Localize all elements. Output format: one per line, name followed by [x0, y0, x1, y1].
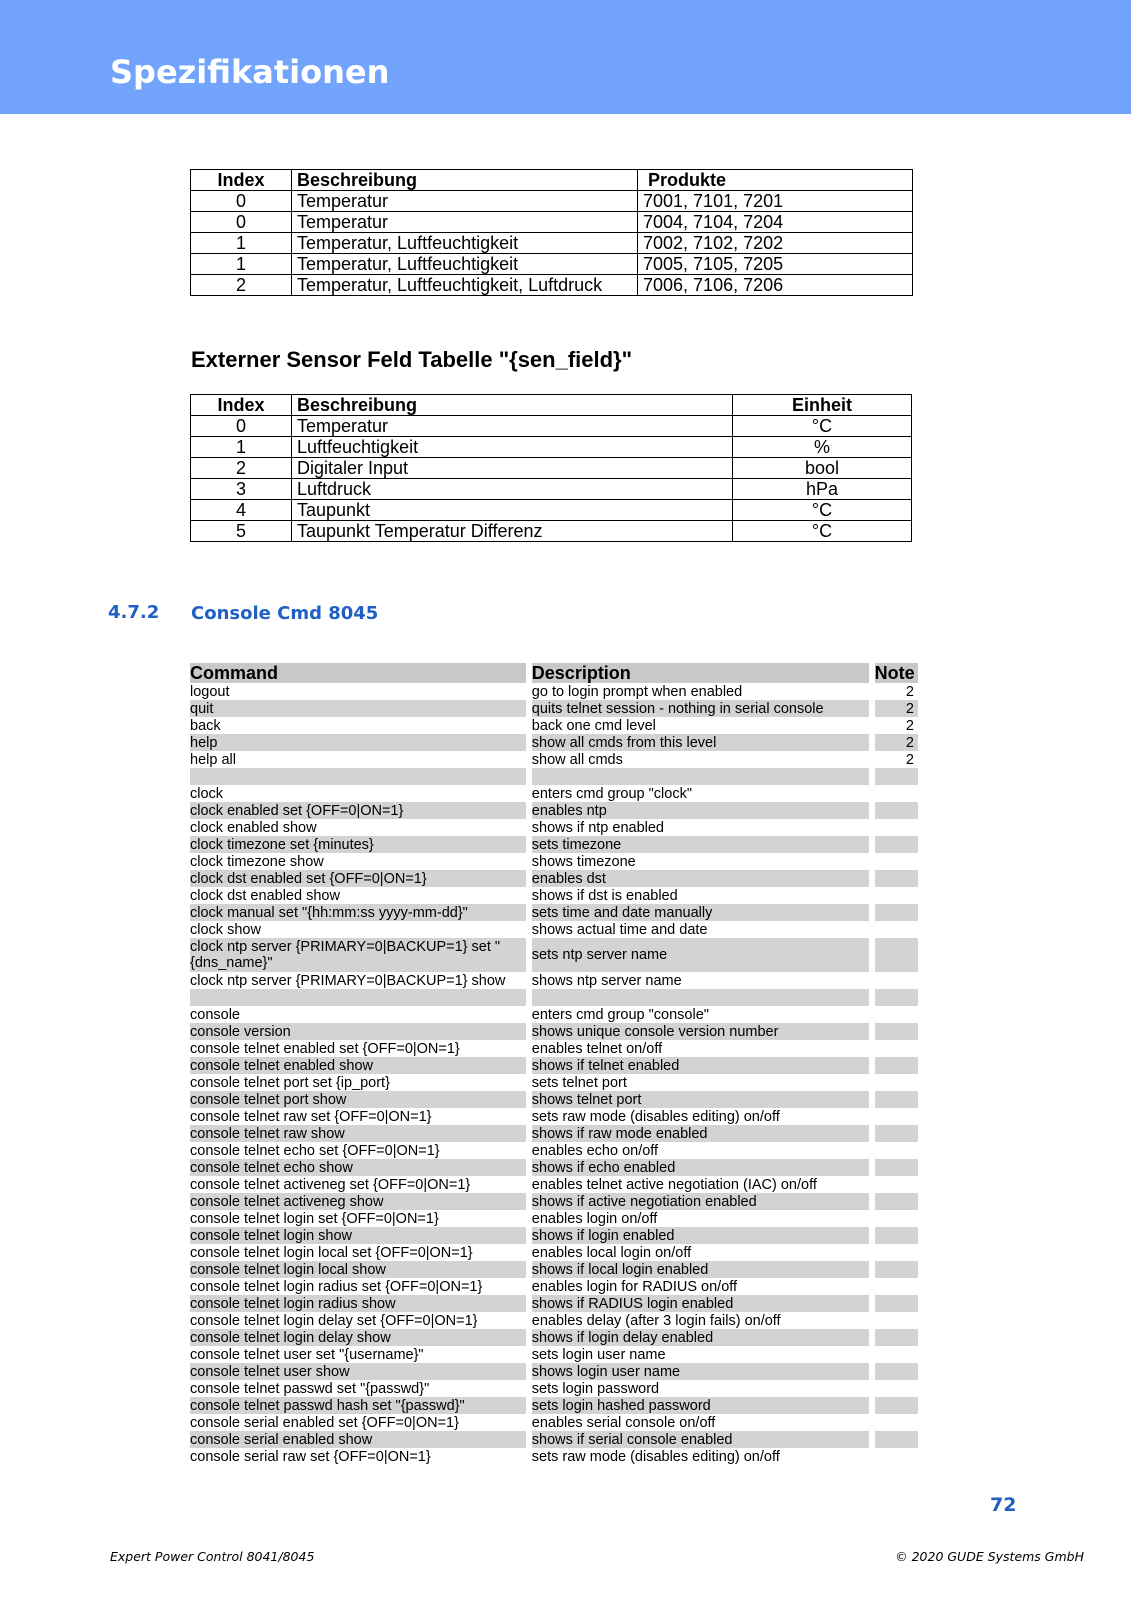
table-cell	[872, 802, 918, 819]
table-row	[191, 521, 912, 542]
table-row	[191, 212, 913, 233]
table-cell: sets raw mode (disables editing) on/off	[529, 1108, 872, 1125]
sensor-field-table	[190, 394, 912, 542]
table-cell: shows if RADIUS login enabled	[529, 1295, 872, 1312]
table-cell	[872, 1397, 918, 1414]
table-cell: enables telnet active negotiation (IAC) on/off	[529, 1176, 872, 1193]
table-cell: console telnet raw show	[190, 1125, 529, 1142]
table-cell: back one cmd level	[529, 717, 872, 734]
table-row	[190, 1142, 918, 1159]
table-cell: console version	[190, 1023, 529, 1040]
table-row	[190, 1210, 918, 1227]
table-cell: clock ntp server {PRIMARY=0|BACKUP=1} show	[190, 972, 506, 989]
table-cell: clock	[190, 785, 224, 802]
table-cell: enables telnet on/off	[529, 1040, 872, 1057]
table-cell: show all cmds	[529, 751, 872, 768]
table-row	[190, 1329, 918, 1346]
table-cell: Temperatur, Luftfeuchtigkeit	[292, 233, 638, 254]
table-row	[190, 1125, 918, 1142]
products-table	[190, 169, 913, 296]
table-cell: Temperatur, Luftfeuchtigkeit, Luftdruck	[292, 275, 638, 296]
table-row	[190, 1380, 918, 1397]
table-cell	[872, 836, 918, 853]
header-banner	[0, 0, 1131, 114]
table-row	[190, 1244, 918, 1261]
table-cell	[872, 785, 918, 802]
table-cell	[872, 904, 918, 921]
table-row	[190, 870, 918, 887]
table-cell: shows if telnet enabled	[529, 1057, 872, 1074]
table-row	[191, 416, 912, 437]
table-cell: sets ntp server name	[529, 938, 872, 972]
table-cell: 7002, 7102, 7202	[638, 233, 913, 254]
table-cell	[872, 1363, 918, 1380]
table-cell	[872, 853, 918, 870]
table-row	[190, 1397, 918, 1414]
table-cell: shows unique console version number	[529, 1023, 872, 1040]
table-header-row	[191, 395, 912, 416]
table-cell: sets telnet port	[529, 1074, 872, 1091]
table-cell: Luftdruck	[292, 479, 733, 500]
table-cell: clock ntp server {PRIMARY=0|BACKUP=1} set "{dns_name}"	[190, 938, 529, 972]
table-cell: enables dst	[529, 870, 872, 887]
table-cell	[872, 989, 918, 1006]
table-row	[190, 989, 918, 1006]
table-cell: shows if ntp enabled	[529, 819, 872, 836]
table-row	[191, 500, 912, 521]
table-cell: console telnet port set {ip_port}	[190, 1074, 390, 1091]
table-cell: shows if local login enabled	[529, 1261, 872, 1278]
table-cell: console telnet enabled set {OFF=0|ON=1}	[190, 1040, 460, 1057]
table-row	[190, 768, 918, 785]
table-row	[190, 972, 918, 989]
table-cell	[190, 768, 529, 785]
table-cell: Temperatur	[292, 212, 638, 233]
table-row	[190, 1091, 918, 1108]
table-cell: shows telnet port	[529, 1091, 872, 1108]
table-row	[190, 1193, 918, 1210]
table-cell: shows if active negotiation enabled	[529, 1193, 872, 1210]
table-cell	[872, 921, 918, 938]
table-cell: enables serial console on/off	[529, 1414, 872, 1431]
table-cell: shows if serial console enabled	[529, 1431, 872, 1448]
table-row	[191, 254, 913, 275]
table-cell: °C	[733, 500, 912, 521]
table-cell: enters cmd group "console"	[529, 1006, 872, 1023]
table-cell	[872, 1329, 918, 1346]
table-cell: 1	[191, 437, 292, 458]
table-cell	[872, 1006, 918, 1023]
table-cell: clock dst enabled show	[190, 887, 340, 904]
table-cell	[529, 989, 872, 1006]
table-row	[190, 1023, 918, 1040]
table-cell: enables local login on/off	[529, 1244, 872, 1261]
table-cell: quits telnet session - nothing in serial console	[529, 700, 872, 717]
table-cell: shows if login enabled	[529, 1227, 872, 1244]
table-row	[190, 1414, 918, 1431]
table-cell	[872, 1261, 918, 1278]
table-cell: console telnet login delay show	[190, 1329, 529, 1346]
table-row	[190, 1346, 918, 1363]
table-cell: sets login user name	[529, 1346, 872, 1363]
table-cell: Temperatur	[292, 191, 638, 212]
table-cell: console telnet login set {OFF=0|ON=1}	[190, 1210, 439, 1227]
table-row	[190, 1057, 918, 1074]
table-cell	[872, 1431, 918, 1448]
table-cell: console telnet login show	[190, 1227, 529, 1244]
table-cell: quit	[190, 700, 529, 717]
table-row	[190, 1108, 918, 1125]
table-row	[190, 921, 918, 938]
table-cell: enables delay (after 3 login fails) on/off	[529, 1312, 872, 1329]
table-cell: °C	[733, 416, 912, 437]
footer-product-name: Expert Power Control 8041/8045	[110, 1549, 315, 1564]
table-header-row	[190, 663, 918, 683]
table-cell: Temperatur	[292, 416, 733, 437]
table-cell: back	[190, 717, 221, 734]
table-cell	[872, 938, 918, 972]
table-cell: Taupunkt	[292, 500, 733, 521]
column-header: Beschreibung	[292, 170, 638, 191]
table-header-row	[191, 170, 913, 191]
table-cell: console telnet passwd hash set "{passwd}"	[190, 1397, 529, 1414]
table-cell: enables login for RADIUS on/off	[529, 1278, 872, 1295]
table-cell	[872, 1108, 918, 1125]
table-cell: 7006, 7106, 7206	[638, 275, 913, 296]
table-cell: shows timezone	[529, 853, 872, 870]
table-cell: logout	[190, 683, 230, 700]
table-row	[190, 1159, 918, 1176]
column-header: Einheit	[733, 395, 912, 416]
table-row	[190, 717, 918, 734]
table-row	[190, 1431, 918, 1448]
table-row	[190, 802, 918, 819]
page-title: Spezifikationen	[110, 53, 390, 91]
table-cell	[872, 1448, 918, 1465]
table-cell: clock timezone show	[190, 853, 324, 870]
table-cell: console telnet passwd set "{passwd}"	[190, 1380, 430, 1397]
table-row	[191, 458, 912, 479]
table-cell	[872, 819, 918, 836]
table-cell	[529, 768, 872, 785]
table-cell	[872, 972, 918, 989]
column-header: Beschreibung	[292, 395, 733, 416]
table-cell: 4	[191, 500, 292, 521]
table-row	[190, 1227, 918, 1244]
table-cell: shows login user name	[529, 1363, 872, 1380]
table-cell: clock manual set "{hh:mm:ss yyyy-mm-dd}"	[190, 904, 529, 921]
table-cell: 7004, 7104, 7204	[638, 212, 913, 233]
console-command-table	[190, 663, 918, 1465]
table-cell: hPa	[733, 479, 912, 500]
table-cell: 5	[191, 521, 292, 542]
table-row	[190, 1295, 918, 1312]
table-cell: Digitaler Input	[292, 458, 733, 479]
table-cell	[190, 989, 529, 1006]
table-cell: console telnet login radius set {OFF=0|ON=1}	[190, 1278, 483, 1295]
table-cell: sets login hashed password	[529, 1397, 872, 1414]
table-cell: console telnet user set "{username}"	[190, 1346, 424, 1363]
table-cell: sets time and date manually	[529, 904, 872, 921]
table-cell: enables echo on/off	[529, 1142, 872, 1159]
table-cell: bool	[733, 458, 912, 479]
table-cell	[872, 1193, 918, 1210]
table-cell: go to login prompt when enabled	[529, 683, 872, 700]
table-cell	[872, 1125, 918, 1142]
column-header: Produkte	[638, 170, 913, 191]
table-cell	[872, 1057, 918, 1074]
table-cell: shows if raw mode enabled	[529, 1125, 872, 1142]
table-row	[190, 887, 918, 904]
column-header: Note	[872, 663, 918, 683]
table-cell: clock dst enabled set {OFF=0|ON=1}	[190, 870, 529, 887]
table-cell: help all	[190, 751, 236, 768]
table-cell: 2	[191, 275, 292, 296]
table-cell: 7005, 7105, 7205	[638, 254, 913, 275]
table-row	[190, 819, 918, 836]
table-row	[190, 938, 918, 972]
table-cell: console telnet user show	[190, 1363, 529, 1380]
section-number: 4.7.2	[108, 602, 160, 623]
table-cell: Temperatur, Luftfeuchtigkeit	[292, 254, 638, 275]
table-row	[190, 836, 918, 853]
table-cell: shows if dst is enabled	[529, 887, 872, 904]
table-cell: console telnet echo set {OFF=0|ON=1}	[190, 1142, 440, 1159]
table-cell	[872, 1091, 918, 1108]
table-cell: console telnet port show	[190, 1091, 529, 1108]
table-cell: sets raw mode (disables editing) on/off	[529, 1448, 872, 1465]
column-header: Index	[191, 395, 292, 416]
table-row	[190, 1261, 918, 1278]
table-cell	[872, 1074, 918, 1091]
table-cell: console telnet login local show	[190, 1261, 529, 1278]
table-cell	[872, 768, 918, 785]
table-cell	[872, 1278, 918, 1295]
section-heading: Externer Sensor Feld Tabelle "{sen_field}"	[191, 347, 633, 372]
table-row	[191, 437, 912, 458]
table-cell: 2	[872, 751, 918, 768]
table-cell: 7001, 7101, 7201	[638, 191, 913, 212]
table-row	[190, 751, 918, 768]
table-cell: show all cmds from this level	[529, 734, 872, 751]
table-cell	[872, 1380, 918, 1397]
table-row	[190, 1176, 918, 1193]
table-cell	[872, 1040, 918, 1057]
table-row	[191, 191, 913, 212]
table-row	[190, 1040, 918, 1057]
table-cell: clock timezone set {minutes}	[190, 836, 529, 853]
table-cell	[872, 1312, 918, 1329]
table-cell: Luftfeuchtigkeit	[292, 437, 733, 458]
table-cell: console serial enabled show	[190, 1431, 529, 1448]
table-row	[190, 683, 918, 700]
table-cell: shows ntp server name	[529, 972, 872, 989]
table-cell: console telnet echo show	[190, 1159, 529, 1176]
table-cell: enables ntp	[529, 802, 872, 819]
table-row	[190, 1074, 918, 1091]
table-cell: 0	[191, 212, 292, 233]
table-cell	[872, 1023, 918, 1040]
table-cell: console serial raw set {OFF=0|ON=1}	[190, 1448, 431, 1465]
table-row	[190, 904, 918, 921]
table-row	[191, 479, 912, 500]
table-cell: console telnet enabled show	[190, 1057, 529, 1074]
table-cell: console telnet login delay set {OFF=0|ON=1}	[190, 1312, 478, 1329]
table-cell	[872, 1244, 918, 1261]
table-cell: °C	[733, 521, 912, 542]
table-cell: console telnet activeneg show	[190, 1193, 529, 1210]
table-cell	[872, 1295, 918, 1312]
table-row	[190, 1448, 918, 1465]
table-cell: sets login password	[529, 1380, 872, 1397]
table-cell: shows if login delay enabled	[529, 1329, 872, 1346]
table-cell: 2	[872, 734, 918, 751]
table-cell	[872, 1414, 918, 1431]
table-cell: %	[733, 437, 912, 458]
table-row	[190, 1363, 918, 1380]
table-cell: enters cmd group "clock"	[529, 785, 872, 802]
table-row	[190, 1278, 918, 1295]
table-row	[190, 1312, 918, 1329]
table-cell: console serial enabled set {OFF=0|ON=1}	[190, 1414, 459, 1431]
table-cell: help	[190, 734, 529, 751]
table-cell: console telnet login local set {OFF=0|ON=1}	[190, 1244, 473, 1261]
table-cell	[872, 1227, 918, 1244]
table-row	[191, 233, 913, 254]
table-cell: shows actual time and date	[529, 921, 872, 938]
table-cell: 0	[191, 416, 292, 437]
table-cell: sets timezone	[529, 836, 872, 853]
table-row	[190, 1006, 918, 1023]
table-cell: 1	[191, 233, 292, 254]
table-row	[191, 275, 913, 296]
section-title: Console Cmd 8045	[191, 603, 379, 624]
table-cell	[872, 1210, 918, 1227]
table-cell	[872, 1176, 918, 1193]
table-cell: 2	[872, 700, 918, 717]
column-header: Description	[529, 663, 872, 683]
table-row	[190, 734, 918, 751]
table-cell: console telnet login radius show	[190, 1295, 529, 1312]
table-cell: 1	[191, 254, 292, 275]
column-header: Command	[190, 663, 529, 683]
table-row	[190, 700, 918, 717]
column-header: Index	[191, 170, 292, 191]
footer-copyright: © 2020 GUDE Systems GmbH	[895, 1549, 1084, 1564]
table-cell: 0	[191, 191, 292, 212]
table-cell: 2	[191, 458, 292, 479]
table-cell: clock show	[190, 921, 261, 938]
table-cell: clock enabled set {OFF=0|ON=1}	[190, 802, 529, 819]
page-number: 72	[990, 1494, 1017, 1516]
table-cell: 3	[191, 479, 292, 500]
table-cell: Taupunkt Temperatur Differenz	[292, 521, 733, 542]
table-cell: shows if echo enabled	[529, 1159, 872, 1176]
table-cell	[872, 1159, 918, 1176]
table-cell: console telnet raw set {OFF=0|ON=1}	[190, 1108, 432, 1125]
table-row	[190, 853, 918, 870]
table-cell	[872, 887, 918, 904]
table-cell: console telnet activeneg set {OFF=0|ON=1}	[190, 1176, 471, 1193]
table-cell: enables login on/off	[529, 1210, 872, 1227]
table-cell: console	[190, 1006, 240, 1023]
table-cell	[872, 1142, 918, 1159]
table-cell: 2	[872, 717, 918, 734]
table-cell: clock enabled show	[190, 819, 317, 836]
table-cell: 2	[872, 683, 918, 700]
table-row	[190, 785, 918, 802]
table-cell	[872, 1346, 918, 1363]
table-cell	[872, 870, 918, 887]
